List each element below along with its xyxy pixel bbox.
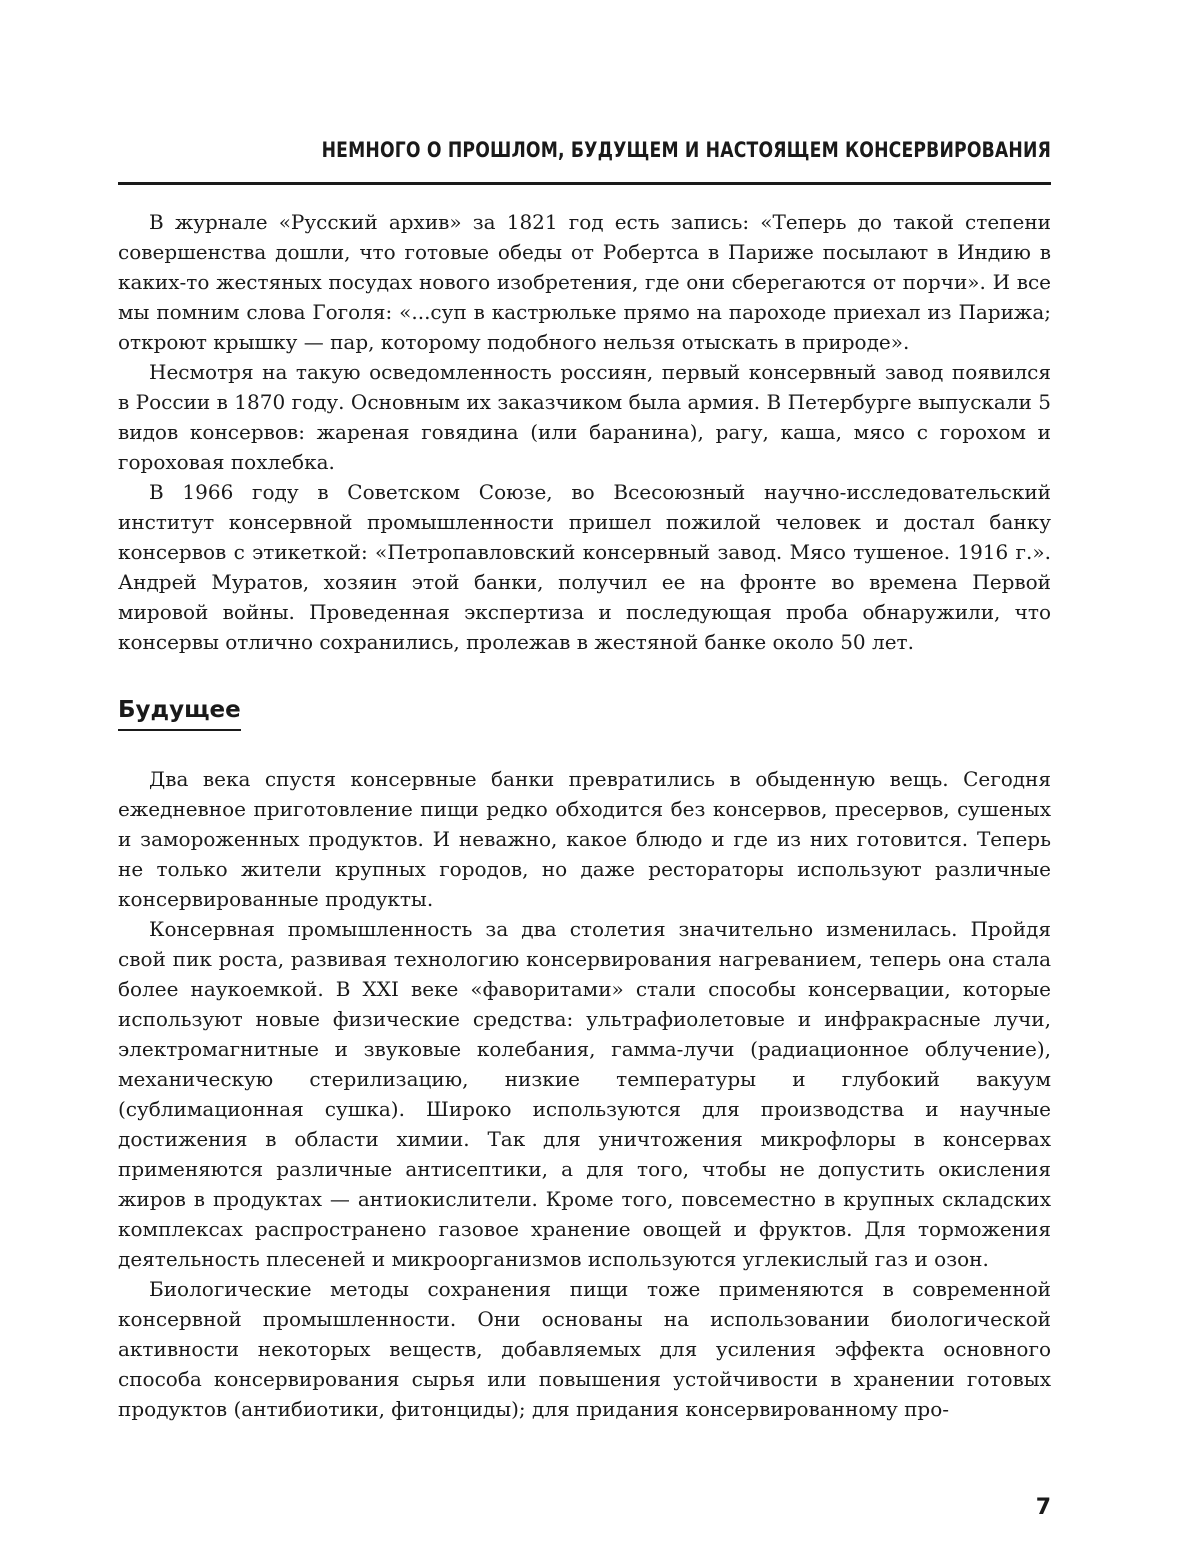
paragraph: Биологические методы сохранения пищи тоже применяются в современной консервной промышленности. Они основаны на использовании биологической активности некоторых веществ, добавляемых для усиления эффекта основного способа консервирования сырья или повышения устойчивости в хранении готовых продуктов (антибиотики, фитонциды); для придания консервированному про- (118, 1277, 1051, 1421)
page-number: 7 (1035, 1495, 1051, 1520)
paragraph: Два века спустя консервные банки превратились в обыденную вещь. Сегодня ежедневное приготовление пищи редко обходится без консервов, пресервов, сушеных и замороженных продуктов. И неважно, какое блюдо и где из них готовится. Теперь не только жители крупных городов, но даже рестораторы используют различные консервированные продукты. (118, 767, 1051, 911)
paragraph: В 1966 году в Советском Союзе, во Всесоюзный научно-исследовательский институт консервной промышленности пришел пожилой человек и достал банку консервов с этикеткой: «Петропавловский консервный завод. Мясо тушеное. 1916 г.». Андрей Муратов, хозяин этой банки, получил ее на фронте во времена Первой мировой войны. Проведенная экспертиза и последующая проба обнаружили, что консервы отлично сохранились, пролежав в жестяной банке около 50 лет. (118, 480, 1051, 654)
section-text (118, 764, 1051, 1424)
section-heading: Будущее (118, 695, 241, 731)
paragraph: Несмотря на такую осведомленность россиян, первый консервный завод появился в России в 1870 году. Основным их заказчиком была армия. В Петербурге выпускали 5 видов консервов: жареная говядина (или баранина), рагу, каша, мясо с горохом и гороховая похлебка. (118, 360, 1051, 474)
running-head: НЕМНОГО О ПРОШЛОМ, БУДУЩЕМ И НАСТОЯЩЕМ КОНСЕРВИРОВАНИЯ (321, 138, 1051, 162)
paragraph: В журнале «Русский архив» за 1821 год есть запись: «Теперь до такой степени совершенства дошли, что готовые обеды от Робертса в Париже посылают в Индию в каких-то жестяных посудах нового изобретения, где они сберегаются от порчи». И все мы помним слова Гоголя: «...суп в кастрюльке прямо на пароходе приехал из Парижа; откроют крышку — пар, которому подобного нельзя отыскать в природе». (118, 210, 1051, 354)
header-rule (118, 182, 1051, 185)
intro-text (118, 207, 1051, 657)
paragraph: Консервная промышленность за два столетия значительно изменилась. Пройдя свой пик роста, развивая технологию консервирования нагреванием, теперь она стала более наукоемкой. В XXI веке «фаворитами» стали способы консервации, которые используют новые физические средства: ультрафиолетовые и инфракрасные лучи, электромагнитные и звуковые колебания, гамма-лучи (радиационное облучение), механическую стерилизацию, низкие температуры и глубокий вакуум (сублимационная сушка). Широко используются для производства и научные достижения в области химии. Так для уничтожения микрофлоры в консервах применяются различные антисептики, а для того, чтобы не допустить окисления жиров в продуктах — антиокислители. Кроме того, повсеместно в крупных складских комплексах распространено газовое хранение овощей и фруктов. Для торможения деятельность плесеней и микроорганизмов используются углекислый газ и озон. (118, 917, 1051, 1271)
